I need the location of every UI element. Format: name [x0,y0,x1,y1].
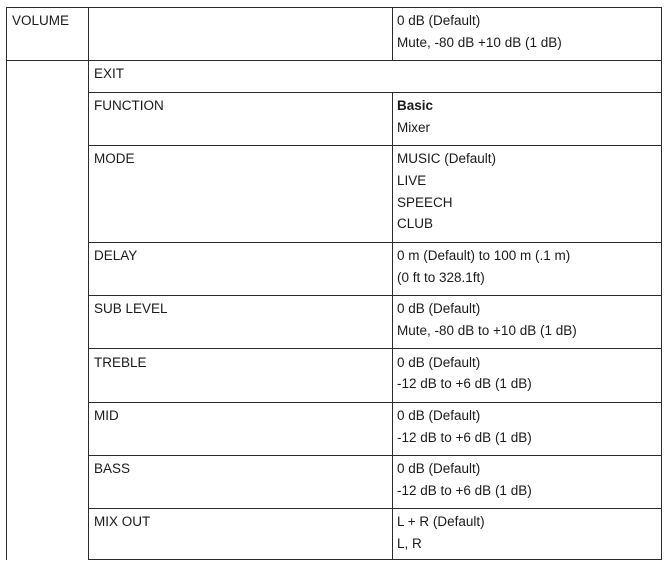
delay-value-range-m: 0 m (Default) to 100 m (.1 m) [397,248,571,263]
exit-label: EXIT [94,66,125,81]
function-value-basic: Basic [397,98,434,113]
mode-value-club: CLUB [397,216,434,231]
delay-label: DELAY [94,248,138,263]
mid-value-range: -12 dB to +6 dB (1 dB) [397,430,532,445]
function-label: FUNCTION [94,98,164,113]
mode-value-live: LIVE [397,173,427,188]
mode-value-speech: SPEECH [397,195,453,210]
function-row-bottom-border [88,145,662,146]
sub-level-label: SUB LEVEL [94,301,168,316]
bass-label: BASS [94,461,131,476]
mix-out-value-default: L + R (Default) [397,514,485,529]
delay-value-range-ft: (0 ft to 328.1ft) [397,270,485,285]
delay-row-bottom-border [88,295,662,296]
table-left-border [6,7,7,560]
table-right-border [661,7,662,560]
volume-row-bottom-border [6,60,662,61]
mix-out-label: MIX OUT [94,514,151,529]
volume-value-range: Mute, -80 dB +10 dB (1 dB) [397,35,562,50]
table-bottom-border [88,559,662,560]
bass-row-bottom-border [88,508,662,509]
value-column-left-border [392,92,393,560]
treble-value-range: -12 dB to +6 dB (1 dB) [397,376,532,391]
mix-out-value-lr: L, R [397,536,422,551]
mode-label: MODE [94,151,135,166]
value-column-left-border-top [392,7,393,60]
sub-level-row-bottom-border [88,348,662,349]
treble-row-bottom-border [88,402,662,403]
treble-label: TREBLE [94,355,147,370]
mid-value-default: 0 dB (Default) [397,408,481,423]
mid-label: MID [94,408,119,423]
volume-value-default: 0 dB (Default) [397,13,481,28]
mode-value-music: MUSIC (Default) [397,151,497,166]
bass-value-range: -12 dB to +6 dB (1 dB) [397,483,532,498]
volume-label: VOLUME [12,13,70,28]
treble-value-default: 0 dB (Default) [397,355,481,370]
mid-row-bottom-border [88,455,662,456]
mode-row-bottom-border [88,242,662,243]
sub-level-value-default: 0 dB (Default) [397,301,481,316]
sub-level-value-range: Mute, -80 dB to +10 dB (1 dB) [397,323,577,338]
bass-value-default: 0 dB (Default) [397,461,481,476]
label-column-left-border [88,7,89,560]
table-top-border [6,7,662,8]
exit-row-bottom-border [88,92,662,93]
function-value-mixer: Mixer [397,120,430,135]
